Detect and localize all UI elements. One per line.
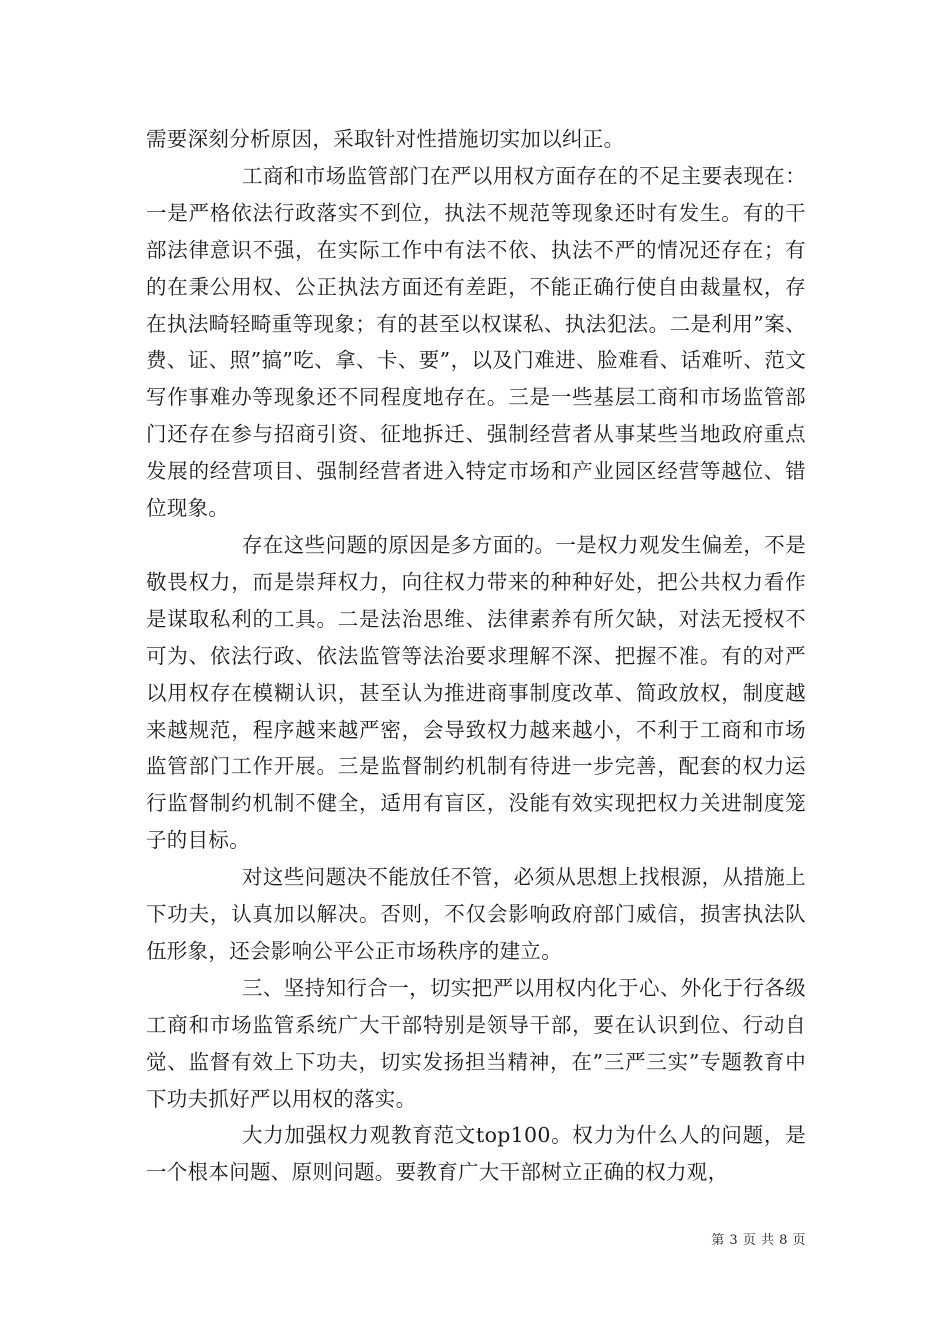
document-body	[146, 121, 806, 1191]
paragraph-4: 对这些问题决不能放任不管，必须从思想上找根源，从措施上下功夫，认真加以解决。否则，不仅会影响政府部门威信，损害执法队伍形象，还会影响公平公正市场秩序的建立。	[146, 865, 806, 963]
page-number-footer: 第 3 页 共 8 页	[711, 1233, 806, 1248]
paragraph-6: 大力加强权力观教育范文top100。权力为什么人的问题，是一个根本问题、原则问题。要教育广大干部树立正确的权力观，	[146, 1123, 806, 1185]
paragraph-5: 三、坚持知行合一，切实把严以用权内化于心、外化于行各级工商和市场监管系统广大干部特别是领导干部，要在认识到位、行动自觉、监督有效上下功夫，切实发扬担当精神，在”三严三实”专题教育中下功夫抓好严以用权的落实。	[146, 975, 806, 1111]
paragraph-2: 工商和市场监管部门在严以用权方面存在的不足主要表现在：一是严格依法行政落实不到位，执法不规范等现象还时有发生。有的干部法律意识不强，在实际工作中有法不依、执法不严的情况还存在；有的在秉公用权、公正执法方面还有差距，不能正确行使自由裁量权，存在执法畸轻畸重等现象；有的甚至以权谋私、执法犯法。二是利用”案、费、证、照”搞”吃、拿、卡、要”，以及门难进、脸难看、话难听、范文写作事难办等现象还不同程度地存在。三是一些基层工商和市场监管部门还存在参与招商引资、征地拆迁、强制经营者从事某些当地政府重点发展的经营项目、强制经营者进入特定市场和产业园区经营等越位、错位现象。	[146, 163, 806, 521]
paragraph-1: 需要深刻分析原因，采取针对性措施切实加以纠正。	[146, 127, 625, 151]
paragraph-3: 存在这些问题的原因是多方面的。一是权力观发生偏差，不是敬畏权力，而是崇拜权力，向往权力带来的种种好处，把公共权力看作是谋取私利的工具。二是法治思维、法律素养有所欠缺，对法无授权不可为、依法行政、依法监管等法治要求理解不深、把握不准。有的对严以用权存在模糊认识，甚至认为推进商事制度改革、简政放权，制度越来越规范，程序越来越严密，会导致权力越来越小，不利于工商和市场监管部门工作开展。三是监督制约机制有待进一步完善，配套的权力运行监督制约机制不健全，适用有盲区，没能有效实现把权力关进制度笼子的目标。	[146, 532, 806, 853]
